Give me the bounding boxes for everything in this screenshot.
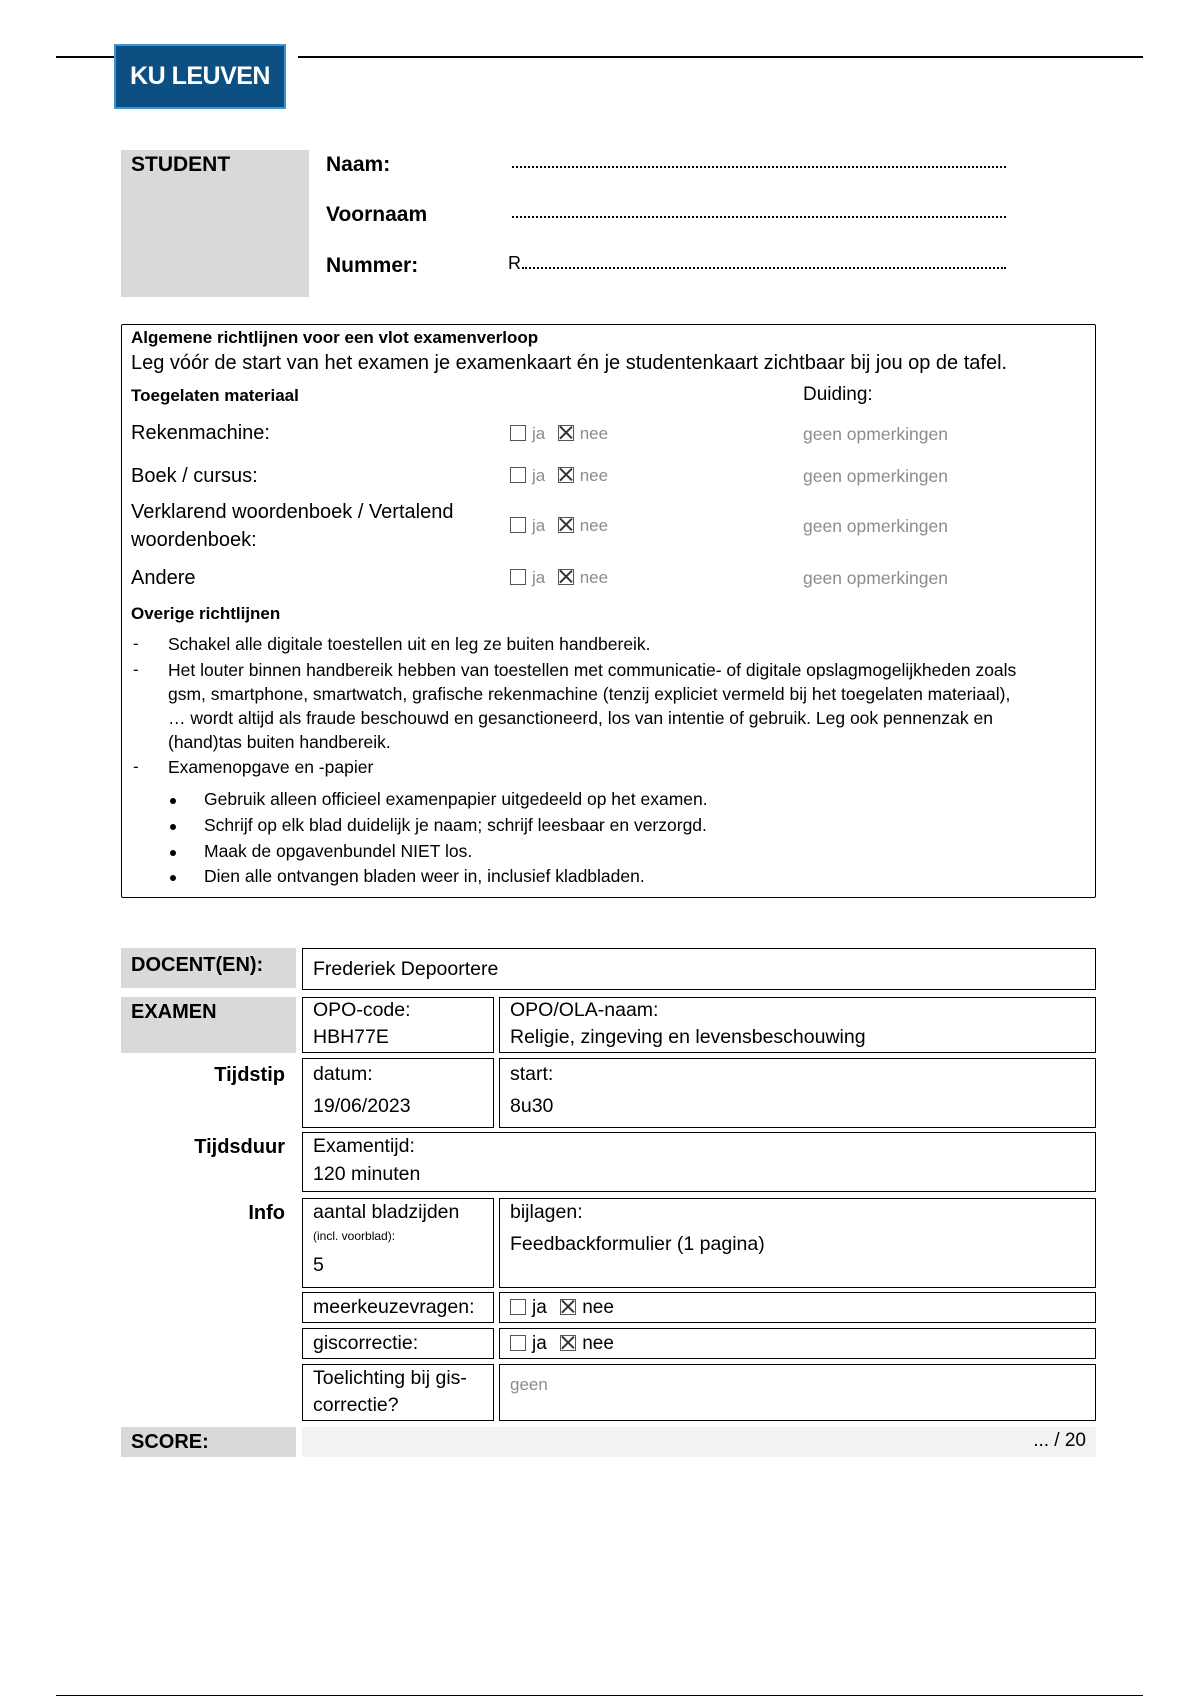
student-label-box bbox=[121, 150, 309, 297]
toelichting-label-cont: correctie? bbox=[313, 1394, 399, 1416]
toelichting-value-cell[interactable] bbox=[499, 1364, 1096, 1421]
option-yes-label: ja bbox=[532, 466, 546, 485]
option-yes-label: ja bbox=[532, 568, 546, 587]
bijlagen-label: bijlagen: bbox=[510, 1201, 583, 1223]
ku-leuven-logo bbox=[114, 44, 286, 109]
checkbox-yes[interactable] bbox=[510, 1335, 526, 1351]
duiding-heading: Duiding: bbox=[803, 384, 873, 405]
nummer-label: Nummer: bbox=[326, 254, 419, 277]
guideline-item-cont: … wordt altijd als fraude beschouwd en gesanctioneerd, los van intentie of gebruik. Leg ook pennenzak en bbox=[168, 708, 993, 728]
guidelines-title: Algemene richtlijnen voor een vlot examenverloop bbox=[131, 328, 539, 347]
toelichting-label-cell bbox=[302, 1364, 494, 1421]
naam-field[interactable] bbox=[512, 166, 1006, 168]
mc-options-cell bbox=[499, 1292, 1096, 1323]
checkbox-no-checked[interactable] bbox=[558, 425, 574, 441]
option-no-label: nee bbox=[579, 466, 609, 485]
gis-label-cell bbox=[302, 1328, 494, 1359]
material-remark: geen opmerkingen bbox=[803, 516, 948, 536]
guideline-item: Het louter binnen handbereik hebben van toestellen met communicatie- of digitale opslagmogelijkheden zoals bbox=[168, 660, 1017, 680]
option-no-label: nee bbox=[582, 1297, 614, 1318]
pages-label: aantal bladzijden bbox=[313, 1201, 460, 1223]
dash-bullet: - bbox=[133, 634, 139, 653]
paper-rule: Maak de opgavenbundel NIET los. bbox=[204, 841, 473, 861]
nummer-prefix: R bbox=[508, 253, 521, 273]
docent-label: DOCENT(EN): bbox=[121, 948, 296, 988]
examentijd-label: Examentijd: bbox=[313, 1135, 415, 1157]
score-bar bbox=[302, 1427, 1096, 1457]
material-options bbox=[510, 568, 616, 588]
voornaam-label: Voornaam bbox=[326, 203, 428, 226]
dot-bullet bbox=[170, 850, 176, 856]
dot-bullet bbox=[170, 875, 176, 881]
dash-bullet: - bbox=[133, 660, 139, 679]
top-rule-right bbox=[298, 56, 1143, 58]
opo-code-value: HBH77E bbox=[313, 1026, 389, 1048]
tijdsduur-label: Tijdsduur bbox=[194, 1136, 285, 1158]
start-cell bbox=[499, 1058, 1096, 1128]
material-options bbox=[510, 424, 616, 444]
option-no-label: nee bbox=[579, 568, 609, 587]
bijlagen-value: Feedbackformulier (1 pagina) bbox=[510, 1233, 765, 1255]
option-yes-label: ja bbox=[532, 1297, 547, 1318]
datum-cell bbox=[302, 1058, 494, 1128]
checkbox-no-checked[interactable] bbox=[558, 467, 574, 483]
tijdstip-label: Tijdstip bbox=[214, 1064, 285, 1086]
guidelines-intro: Leg vóór de start van het examen je examenkaart én je studentenkaart zichtbaar bij jou op de tafel. bbox=[131, 352, 1008, 374]
examentijd-cell bbox=[302, 1132, 1096, 1192]
start-label: start: bbox=[510, 1063, 554, 1085]
material-remark: geen opmerkingen bbox=[803, 424, 948, 444]
checkbox-yes[interactable] bbox=[510, 569, 526, 585]
checkbox-yes[interactable] bbox=[510, 425, 526, 441]
opo-code-cell bbox=[302, 997, 494, 1053]
pages-value: 5 bbox=[313, 1254, 324, 1276]
mc-label-cell bbox=[302, 1292, 494, 1323]
material-options bbox=[510, 466, 616, 486]
toelichting-label: Toelichting bij gis- bbox=[313, 1367, 467, 1389]
gis-options-cell bbox=[499, 1328, 1096, 1359]
opo-name-label: OPO/OLA-naam: bbox=[510, 999, 659, 1021]
examen-label: EXAMEN bbox=[121, 997, 296, 1053]
examentijd-value: 120 minuten bbox=[313, 1163, 421, 1185]
material-heading: Toegelaten materiaal bbox=[131, 386, 299, 405]
score-value: ... / 20 bbox=[1033, 1430, 1086, 1451]
datum-value: 19/06/2023 bbox=[313, 1095, 411, 1117]
checkbox-yes[interactable] bbox=[510, 517, 526, 533]
toelichting-value: geen bbox=[510, 1375, 548, 1394]
option-yes-label: ja bbox=[532, 424, 546, 443]
docent-cell bbox=[302, 948, 1096, 990]
nummer-field[interactable] bbox=[522, 267, 1006, 269]
dot-bullet bbox=[170, 798, 176, 804]
pages-cell bbox=[302, 1198, 494, 1288]
material-label: Boek / cursus: bbox=[131, 465, 258, 487]
paper-rule: Gebruik alleen officieel examenpapier uitgedeeld op het examen. bbox=[204, 789, 708, 809]
pages-note: (incl. voorblad): bbox=[313, 1229, 396, 1243]
option-no-label: nee bbox=[579, 424, 609, 443]
material-remark: geen opmerkingen bbox=[803, 466, 948, 486]
info-label: Info bbox=[248, 1202, 285, 1224]
datum-label: datum: bbox=[313, 1063, 373, 1085]
paper-rule: Dien alle ontvangen bladen weer in, inclusief kladbladen. bbox=[204, 866, 645, 886]
checkbox-yes[interactable] bbox=[510, 467, 526, 483]
other-heading: Overige richtlijnen bbox=[131, 604, 281, 623]
paper-rule: Schrijf op elk blad duidelijk je naam; schrijf leesbaar en verzorgd. bbox=[204, 815, 707, 835]
guideline-item: Schakel alle digitale toestellen uit en leg ze buiten handbereik. bbox=[168, 634, 651, 654]
opo-name-cell bbox=[499, 997, 1096, 1053]
material-remark: geen opmerkingen bbox=[803, 568, 948, 588]
guideline-item: Examenopgave en -papier bbox=[168, 757, 374, 777]
checkbox-no-checked[interactable] bbox=[560, 1299, 576, 1315]
checkbox-yes[interactable] bbox=[510, 1299, 526, 1315]
checkbox-no-checked[interactable] bbox=[558, 517, 574, 533]
option-yes-label: ja bbox=[532, 516, 546, 535]
gis-label: giscorrectie: bbox=[313, 1332, 419, 1354]
dot-bullet bbox=[170, 824, 176, 830]
dash-bullet: - bbox=[133, 757, 139, 776]
naam-label: Naam: bbox=[326, 153, 391, 176]
start-value: 8u30 bbox=[510, 1095, 554, 1117]
option-yes-label: ja bbox=[532, 1333, 547, 1354]
guideline-item-cont: gsm, smartphone, smartwatch, grafische rekenmachine (tenzij expliciet vermeld bij het toegelaten materiaal), bbox=[168, 684, 1011, 704]
material-label: Verklarend woordenboek / Vertalend bbox=[131, 501, 454, 523]
mc-label: meerkeuzevragen: bbox=[313, 1296, 475, 1318]
option-no-label: nee bbox=[579, 516, 609, 535]
material-options bbox=[510, 516, 616, 536]
student-section-label: STUDENT bbox=[131, 153, 231, 176]
material-label: Andere bbox=[131, 567, 196, 589]
score-label: SCORE: bbox=[121, 1427, 296, 1457]
top-rule-left bbox=[56, 56, 114, 58]
material-label: woordenboek: bbox=[131, 529, 257, 551]
checkbox-no-checked[interactable] bbox=[560, 1335, 576, 1351]
bottom-rule bbox=[56, 1695, 1143, 1696]
option-no-label: nee bbox=[582, 1333, 614, 1354]
opo-code-label: OPO-code: bbox=[313, 999, 411, 1021]
bijlagen-cell bbox=[499, 1198, 1096, 1288]
logo-text: KU LEUVEN bbox=[130, 62, 270, 90]
docent-value: Frederiek Depoortere bbox=[313, 958, 499, 980]
opo-name-value: Religie, zingeving en levensbeschouwing bbox=[510, 1026, 866, 1048]
voornaam-field[interactable] bbox=[512, 216, 1006, 218]
guideline-item-cont: (hand)tas buiten handbereik. bbox=[168, 732, 391, 752]
checkbox-no-checked[interactable] bbox=[558, 569, 574, 585]
material-label: Rekenmachine: bbox=[131, 422, 270, 444]
